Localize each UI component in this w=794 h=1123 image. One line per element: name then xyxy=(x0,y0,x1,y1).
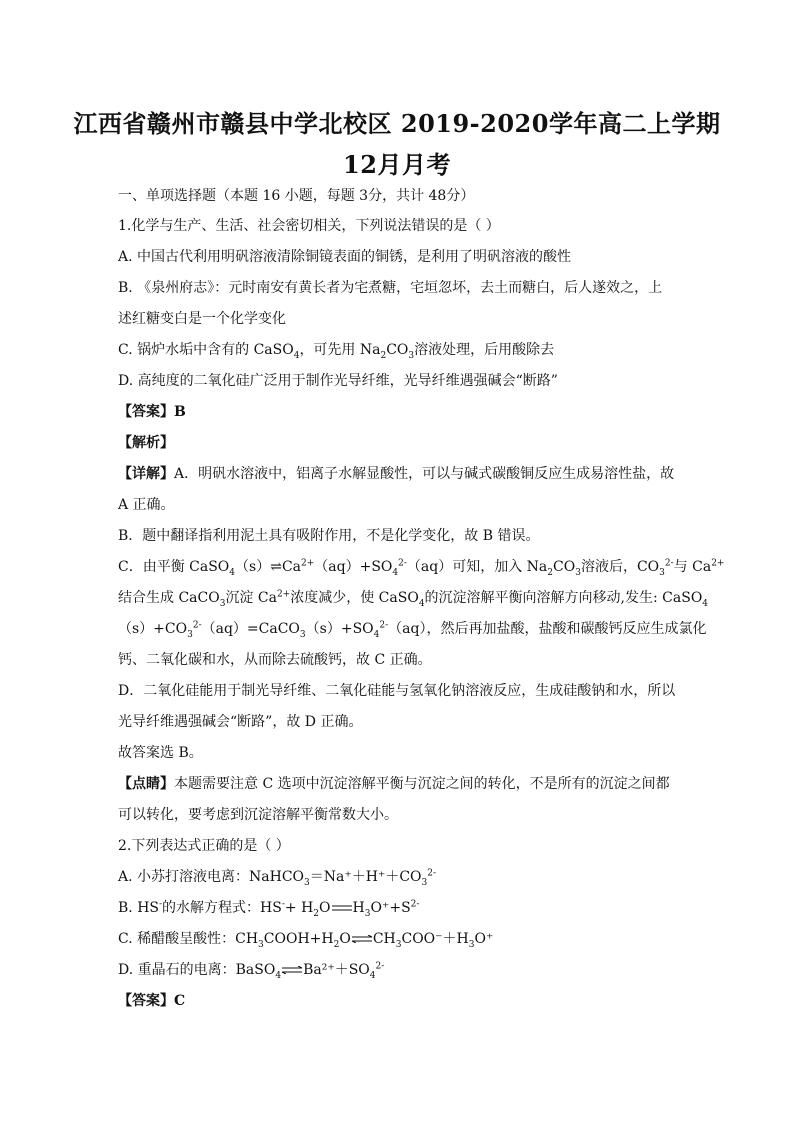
q1-conclusion: 故答案选 B。 xyxy=(118,745,203,761)
reversible-arrow-icon xyxy=(351,935,373,943)
q2-option-a xyxy=(118,867,436,887)
superscript: 2- xyxy=(192,620,202,631)
text: 的沉淀溶解平衡向溶解方向移动,发生: CaSO xyxy=(424,590,703,606)
q1-answer: 【答案】B xyxy=(118,404,186,420)
comment-tag: 【点睛】 xyxy=(118,776,174,792)
equilibrium-double-line-icon xyxy=(331,904,353,912)
subscript: 3 xyxy=(219,598,226,609)
text: 的水解方程式：HS xyxy=(162,900,282,916)
q2-option-b xyxy=(118,898,419,918)
text: （aq），然后再加盐酸，盐酸和碳酸钙反应生成氯化 xyxy=(388,621,707,637)
subscript: 3 xyxy=(364,908,371,919)
text: O xyxy=(339,931,351,947)
subsup xyxy=(392,568,398,578)
text: CO xyxy=(553,559,576,575)
q2-stem: 2.下列表达式正确的是（ ） xyxy=(118,838,290,854)
q1-detail-d-line1: D．二氧化硅能用于制光导纤维、二氧化硅能与氢氧化钠溶液反应，生成硅酸钠和水，所以 xyxy=(118,683,676,699)
text: A. 小苏打溶液电离：NaHCO xyxy=(118,869,305,885)
q1-detail-a-line1 xyxy=(118,464,674,484)
q1-detail-b: B．题中翻译指利用泥土具有吸附作用，不是化学变化，故 B 错误。 xyxy=(118,528,540,544)
q1-detail-c-line2 xyxy=(118,588,708,608)
superscript: 2- xyxy=(398,558,407,569)
superscript: 2- xyxy=(375,961,385,972)
subscript: 3 xyxy=(659,567,665,578)
text: ，可先用 Na xyxy=(299,342,381,358)
subscript: 4 xyxy=(275,970,282,981)
text: B. HS xyxy=(118,900,159,916)
text: 浓度减少，使 CaSO xyxy=(290,590,419,606)
q1-detail-a-line2: A 正确。 xyxy=(118,497,175,513)
q1-detail-d-line2: 光导纤维遇强碱会“断路”，故 D 正确。 xyxy=(118,714,363,730)
text: （s）+CO xyxy=(118,621,188,637)
text: O xyxy=(319,900,331,916)
subscript: 3 xyxy=(187,629,193,640)
subscript: 3 xyxy=(395,939,402,950)
subscript: 3 xyxy=(408,350,415,361)
reversible-arrow-icon xyxy=(281,966,303,974)
superscript: 2+ xyxy=(276,589,291,600)
subscript: 3 xyxy=(421,877,428,888)
text: C．由平衡 CaSO xyxy=(118,559,230,575)
text: CO xyxy=(386,342,409,358)
text: A．明矾水溶液中，铝离子水解显酸性，可以与碱式碳酸铜反应生成易溶性盐，故 xyxy=(174,466,675,482)
text: ＝Na⁺＋H⁺＋CO xyxy=(309,869,422,885)
superscript: 2+ xyxy=(711,558,725,569)
subscript: 2 xyxy=(547,567,554,578)
text: Ba²⁺＋SO xyxy=(303,962,370,978)
q1-option-a: A. 中国古代利用明矾溶液清除铜镜表面的铜锈，是利用了明矾溶液的酸性 xyxy=(118,249,572,265)
superscript: - xyxy=(281,899,285,910)
subscript: 3 xyxy=(304,877,310,888)
q1-option-d: D. 高纯度的二氧化硅广泛用于制作光导纤维，光导纤维遇强碱会“断路” xyxy=(118,373,558,389)
q1-comment-line1 xyxy=(118,774,670,794)
q1-detail-c-line4: 钙、二氧化碳和水，从而除去硫酸钙，故 C 正确。 xyxy=(118,652,432,668)
text: 与 Ca xyxy=(673,559,712,575)
text: （aq）可知，加入 Na xyxy=(406,559,548,575)
text: H xyxy=(352,900,365,916)
q1-comment-line2: 可以转化，要考虑到沉淀溶解平衡常数大小。 xyxy=(118,807,398,823)
text: 本题需要注意 C 选项中沉淀溶解平衡与沉淀之间的转化，不是所有的沉淀之间都 xyxy=(174,776,670,792)
subscript: 2 xyxy=(333,939,340,950)
subscript: 3 xyxy=(258,939,264,950)
text: 溶液处理，后用酸除去 xyxy=(414,342,555,358)
text: 溶液后，CO xyxy=(580,559,660,575)
section-heading: 一、单项选择题（本题 16 小题，每题 3分，共计 48分） xyxy=(118,188,475,204)
text: CH xyxy=(372,931,396,947)
q2-answer: 【答案】C xyxy=(118,993,186,1009)
text: COOH+H xyxy=(263,931,334,947)
text: D. 重晶石的电离：BaSO xyxy=(118,962,276,978)
q1-option-c xyxy=(118,340,554,360)
q2-option-c xyxy=(118,929,493,949)
text: 沉淀 Ca xyxy=(225,590,277,606)
text: O⁺+S xyxy=(370,900,411,916)
q1-option-b-line2: 述红糖变白是一个化学变化 xyxy=(118,311,286,327)
subscript: 4 xyxy=(418,598,425,609)
text: 结合生成 CaCO xyxy=(118,590,220,606)
text: C. 稀醋酸呈酸性：CH xyxy=(118,931,259,947)
text: + H xyxy=(284,900,314,916)
q1-detail-c-line1 xyxy=(118,557,724,577)
subscript: 4 xyxy=(369,970,376,981)
subscript: 3 xyxy=(299,629,306,640)
superscript: 2- xyxy=(379,620,389,631)
text: （aq）+SO xyxy=(314,559,393,575)
q1-detail-c-line3 xyxy=(118,619,706,639)
text: （s）+SO xyxy=(305,621,374,637)
subscript: 3 xyxy=(468,939,475,950)
subscript: 4 xyxy=(392,567,399,578)
q1-analysis-tag: 【解析】 xyxy=(118,435,174,451)
text: （aq）=CaCO xyxy=(201,621,300,637)
superscript: - xyxy=(159,899,163,910)
text: C. 锅炉水垢中含有的 CaSO xyxy=(118,342,294,358)
title-line-1: 江西省赣州市赣县中学北校区 2019-2020学年高二上学期 xyxy=(73,109,721,138)
subscript: 4 xyxy=(373,629,380,640)
text: O⁺ xyxy=(474,931,494,947)
subscript: 2 xyxy=(313,908,320,919)
detail-tag: 【详解】 xyxy=(118,466,174,482)
subscript: 4 xyxy=(293,350,300,361)
superscript: 2- xyxy=(427,868,437,879)
q2-option-d xyxy=(118,960,384,980)
q1-stem: 1.化学与生产、生活、社会密切相关，下列说法错误的是（ ） xyxy=(118,218,500,234)
subscript: 3 xyxy=(575,567,581,578)
superscript: 2- xyxy=(410,899,420,910)
subscript: 2 xyxy=(380,350,387,361)
subscript: 4 xyxy=(229,567,236,578)
title-line-2: 12月月考 xyxy=(343,150,451,179)
superscript: 2+ xyxy=(301,558,315,569)
text: （s）⇌Ca xyxy=(235,559,302,575)
superscript: 2- xyxy=(664,558,674,569)
q1-option-b-line1: B. 《泉州府志》：元时南安有黄长者为宅煮糖，宅垣忽坏，去土而糖白，后人遂效之，上 xyxy=(118,280,663,296)
text: COO⁻＋H xyxy=(401,931,469,947)
subscript: 4 xyxy=(702,598,709,609)
